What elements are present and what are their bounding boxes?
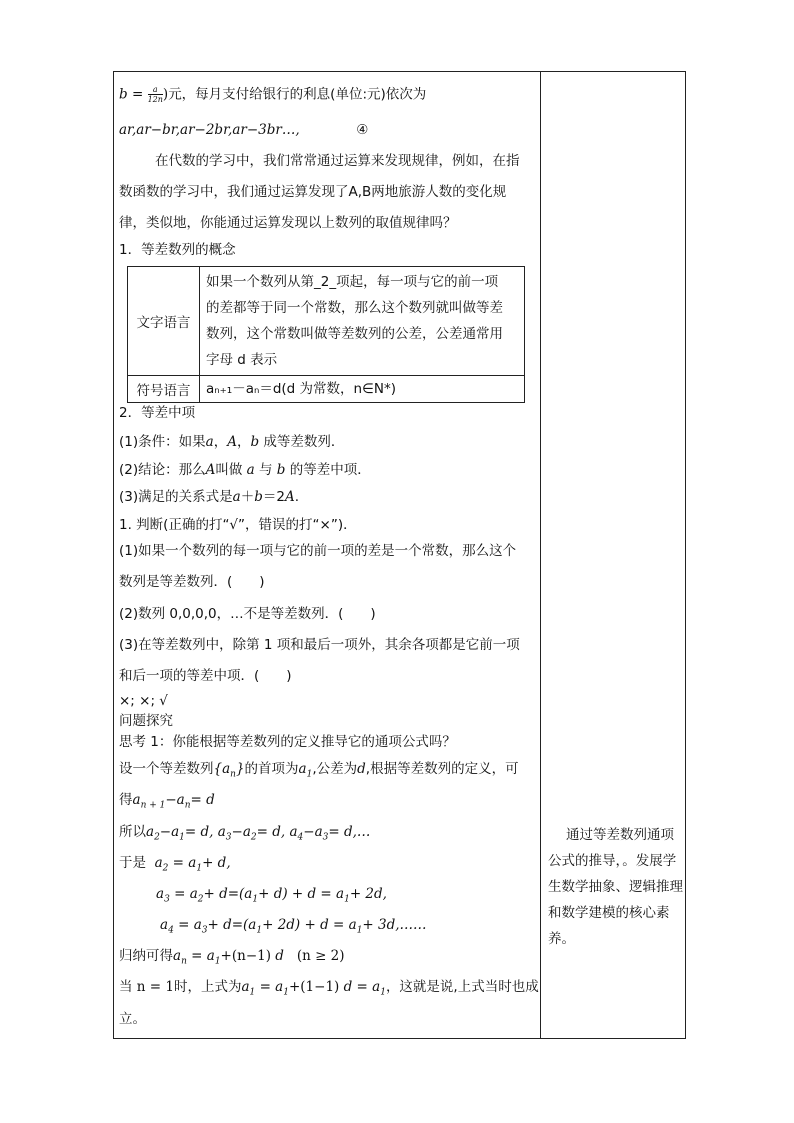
section-heading-middle-term: 2．等差中项 <box>119 405 196 421</box>
definition-line: 的差都等于同一个常数，那么这个数列就叫做等差 <box>206 300 503 316</box>
circled-number-4: ④ <box>356 122 369 138</box>
derivation-line-8: 当 n = 1时，上式为$a_1 = a_1+(1-1) d = a_1$，这就是说,上式当时也成 <box>119 979 539 998</box>
derivation-line-6: $a_4 = a_3+ d=(a_1+ 2d) + d = a_1+$ 3d,…… <box>160 917 427 936</box>
note-line: 通过等差数列通项 <box>566 827 674 843</box>
derivation-line-4: 于是 $a_2 = a_1+ d$, <box>119 855 231 874</box>
definition-line: 字母 d 表示 <box>206 352 278 368</box>
paragraph-line: 数函数的学习中，我们通过运算发现了A,B两地旅游人数的变化规 <box>119 184 507 200</box>
paragraph-line: 在代数的学习中，我们常常通过运算来发现规律，例如，在指 <box>155 153 520 169</box>
paragraph-line: 律，类似地，你能通过运算发现以上数列的取值规律吗？ <box>119 215 457 231</box>
note-line: 和数学建模的核心素 <box>548 905 670 921</box>
derivation-line-9: 立。 <box>119 1011 146 1027</box>
think-question: 思考 1：你能根据等差数列的定义推导它的通项公式吗？ <box>119 734 456 750</box>
text: 于是 <box>119 855 146 871</box>
definition-line: 数列，这个常数叫做等差数列的公差，公差通常用 <box>206 326 503 342</box>
definition-line: 如果一个数列从第_2_项起，每一项与它的前一项 <box>206 274 499 290</box>
text: 的等差中项． <box>289 462 371 478</box>
judge-item-2: (2)数列 0,0,0,0，…不是等差数列．( ) <box>119 606 376 622</box>
note-line: 生数学抽象、逻辑推理 <box>548 879 683 895</box>
text: 所以 <box>119 824 146 840</box>
label-text-language: 文字语言 <box>128 267 200 376</box>
problem-exploration-heading: 问题探究 <box>119 713 173 729</box>
judge-item-3-cont: 和后一项的等差中项．( ) <box>119 668 292 684</box>
table-row <box>128 267 525 376</box>
text: ，这就是说,上式当时也成 <box>385 979 539 995</box>
derivation-line-5: $a_3 = a_2+ d=(a_1+ d) + d = a_1+ 2d$, <box>156 886 387 905</box>
text: 归纳可得 <box>119 948 173 964</box>
note-line: 公式的推导，。发展学 <box>548 853 677 869</box>
line-interest-sequence <box>119 121 368 139</box>
conclusion-line: (2)结论：那么A叫做 a 与 b 的等差中项． <box>119 462 371 478</box>
column-divider <box>540 71 541 1039</box>
condition-line: (1)条件：如果a，A，b 成等差数列． <box>119 434 345 450</box>
text: ,根据等差数列的定义，可 <box>365 761 519 777</box>
derivation-line-2: 得$a_{n + 1}-a_n= d$ <box>119 792 215 811</box>
text: ,公差为 <box>312 761 358 777</box>
text: 得 <box>119 792 133 808</box>
answers: ×; ×; √ <box>119 693 168 709</box>
derivation-line-7: 归纳可得$a_n = a_1+(n-1)$ d (n ≥ 2) <box>119 948 345 967</box>
judge-item-1-cont: 数列是等差数列．( ) <box>119 574 265 590</box>
label-symbol-language: 符号语言 <box>128 376 200 403</box>
fraction-a-over-12n: $\frac{a}{12n}$ <box>147 85 163 104</box>
text: (2)结论：那么 <box>119 462 206 478</box>
symbol-formula: aₙ₊₁－aₙ＝d(d 为常数，n∈N*) <box>200 376 525 403</box>
derivation-line-3: 所以$a_2-a_1= d$, $a_3-a_2= d$, $a_4-a_3=$ d,… <box>119 824 371 843</box>
relation-line: (3)满足的关系式是a＋b＝2A. <box>119 489 299 505</box>
text: (1)条件：如果 <box>119 434 206 450</box>
judge-item-3: (3)在等差数列中，除第 1 项和最后一项外，其余各项都是它前一项 <box>119 637 520 653</box>
text: 成等差数列． <box>263 434 345 450</box>
note-line: 养。 <box>548 931 575 947</box>
judge-item-1: (1)如果一个数列的每一项与它的前一项的差是一个常数，那么这个 <box>119 543 517 559</box>
judge-instruction: 1. 判断(正确的打“√”，错误的打“×”)． <box>119 517 357 533</box>
derivation-line-1: 设一个等差数列$\{a_n\}$的首项为$a_1$,公差为d,根据等差数列的定义，可 <box>119 761 519 780</box>
text: (3)满足的关系式是 <box>119 489 233 505</box>
text: 叫做 <box>215 462 243 478</box>
definition-table <box>127 266 525 403</box>
table-row <box>128 376 525 403</box>
text: 时，上式为 <box>173 979 242 995</box>
sequence-expression: ar,ar−br,ar−2br,ar−3br…, <box>119 122 300 138</box>
line-interest-formula: b = $\frac{a}{12n}$ )元，每月支付给银行的利息(单位:元)依次为 <box>119 85 427 104</box>
definition-text <box>200 267 525 376</box>
text: 设一个等差数列 <box>119 761 214 777</box>
text: 元，每月支付给银行的利息(单位:元)依次为 <box>168 86 427 103</box>
text: 的首项为 <box>244 761 299 777</box>
text: 与 <box>259 462 273 478</box>
section-heading-concept: 1．等差数列的概念 <box>119 242 236 258</box>
text: 当 <box>119 979 133 995</box>
